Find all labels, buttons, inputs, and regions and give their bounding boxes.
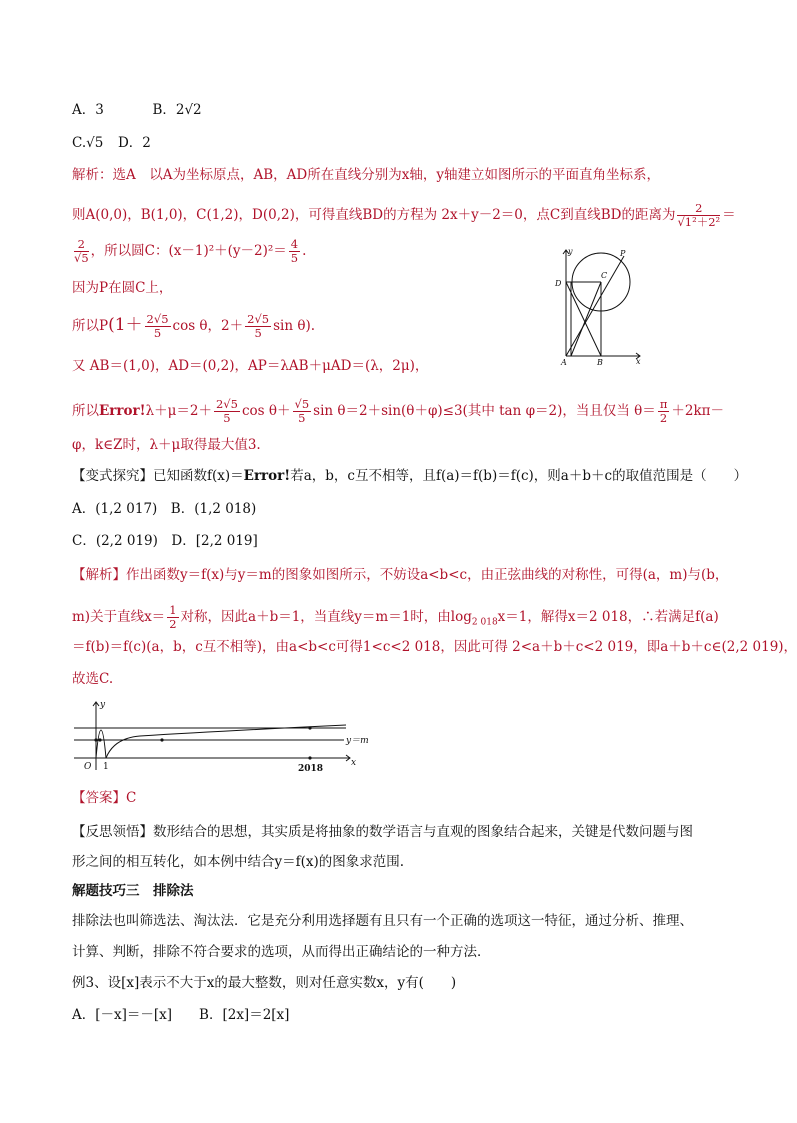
svg-text:1: 1 xyxy=(103,762,109,772)
svg-text:2018: 2018 xyxy=(298,764,324,774)
svg-text:P: P xyxy=(620,249,626,258)
solution2-line4: 故选C. xyxy=(72,671,114,687)
solution1-line4: 因为P在圆C上， xyxy=(72,280,173,296)
svg-text:O: O xyxy=(84,762,92,772)
svg-text:y: y xyxy=(100,700,106,710)
solution1-line3: $\frac{2}{√5}$ ，所以圆C：(x－1)²＋(y－2)²＝ $\frac{4}{5}$ . xyxy=(74,237,307,265)
solution2-line1: 【解析】作出函数y＝f(x)与y＝m的图象如图所示，不妨设a<b<c，由正弦曲线的对称性，可得(a，m)与(b， xyxy=(72,567,729,583)
svg-text:C: C xyxy=(601,271,608,280)
error-marker: Error! xyxy=(99,403,146,419)
solution1-line1: 解析：选A 以A为坐标原点，AB，AD所在直线分别为x轴，y轴建立如图所示的平面直角坐标系， xyxy=(72,167,660,183)
circle-geometry-figure xyxy=(548,244,648,368)
reflection-line1: 【反思领悟】数形结合的思想，其实质是将抽象的数学语言与直观的图象结合起来，关键是代数问题与图 xyxy=(72,824,693,840)
section-title: 解题技巧三 排除法 xyxy=(72,883,194,899)
variant-options-ab: A．(1,2 017) B．(1,2 018) xyxy=(72,501,257,517)
solution1-line6: 又 AB＝(1,0)，AD＝(0,2)，AP＝λAB＋μAD＝(λ，2μ)， xyxy=(72,358,429,374)
option-b: B．2√2 xyxy=(152,102,202,118)
reflection-line2: 形之间的相互转化，如本例中结合y＝f(x)的图象求范围. xyxy=(72,854,405,870)
function-graph-figure xyxy=(70,698,369,776)
option-a: A．3 xyxy=(72,102,104,118)
technique3-line2: 计算、判断，排除不符合要求的选项，从而得出正确结论的一种方法． xyxy=(72,944,491,960)
svg-text:x: x xyxy=(636,357,641,366)
example3-options: A．[－x]＝－[x] B．[2x]＝2[x] xyxy=(72,1007,290,1023)
solution2-line2: m)关于直线x＝ $\frac{1}{2}$ 对称，因此a＋b＝1，当直线y＝m＝1时，由$\log_{2 018}x=1$，解得x＝2 018，∴若满足f(a) xyxy=(72,603,719,631)
sine-hump xyxy=(96,730,106,758)
solution1-line5: 所以P(1＋ $\frac{2√5}{5}$ cos θ，2＋ $\frac{2√5}{5}$ sin θ). xyxy=(72,312,316,340)
example3-question: 例3、设[x]表示不大于x的最大整数，则对任意实数x，y有( ) xyxy=(72,975,457,991)
variant-options-cd: C．(2,2 019) D．[2,2 019] xyxy=(72,533,258,549)
solution1-line7: 所以Error!λ＋μ＝2＋ $\frac{2√5}{5}$ cos θ＋ $\frac{√5}{5}$ sin θ＝2＋sin(θ＋φ)≤3(其中 tan φ＝2)，当且仅当 θ＝ $\frac{\pi}{2}$ ＋2kπ－ xyxy=(72,397,725,425)
svg-text:y＝m: y＝m xyxy=(346,736,369,746)
variant-line1: 【变式探究】已知函数f(x)＝Error!若a，b，c互不相等，且f(a)＝f(b)＝f(c)，则a＋b＋c的取值范围是（ ） xyxy=(72,468,748,484)
solution1-line8: φ，k∈Z时，λ＋μ取得最大值3. xyxy=(72,437,261,453)
option-row-ab xyxy=(72,101,202,119)
log-curve xyxy=(106,725,346,758)
solution1-line2: 则A(0,0)，B(1,0)，C(1,2)，D(0,2)，可得直线BD的方程为 2x＋y－2＝0，点C到直线BD的距离为 $\frac{2}{\text{√1²＋2²}}$ ＝ xyxy=(72,201,736,229)
answer: 【答案】C xyxy=(72,790,137,806)
option-c: C.√5 xyxy=(72,135,104,151)
svg-text:B: B xyxy=(597,358,603,367)
error-marker-2: Error! xyxy=(243,468,291,484)
svg-text:y: y xyxy=(568,247,573,256)
distance-fraction: $\frac{2}{\text{√1²＋2²}}$ xyxy=(677,201,721,229)
svg-text:D: D xyxy=(555,279,562,288)
solution2-line3: ＝f(b)＝f(c)(a，b，c互不相等)，由a<b<c可得1<c<2 018，因此可得 2<a＋b＋c<2 019，即a＋b＋c∈(2,2 019)， xyxy=(72,639,797,655)
svg-text:x: x xyxy=(351,758,357,768)
option-row-cd xyxy=(72,134,151,152)
svg-text:A: A xyxy=(561,358,567,367)
technique3-line1: 排除法也叫筛选法、淘汰法．它是充分利用选择题有且只有一个正确的选项这一特征，通过分析、推理、 xyxy=(72,913,693,929)
option-d: D．2 xyxy=(117,135,151,151)
